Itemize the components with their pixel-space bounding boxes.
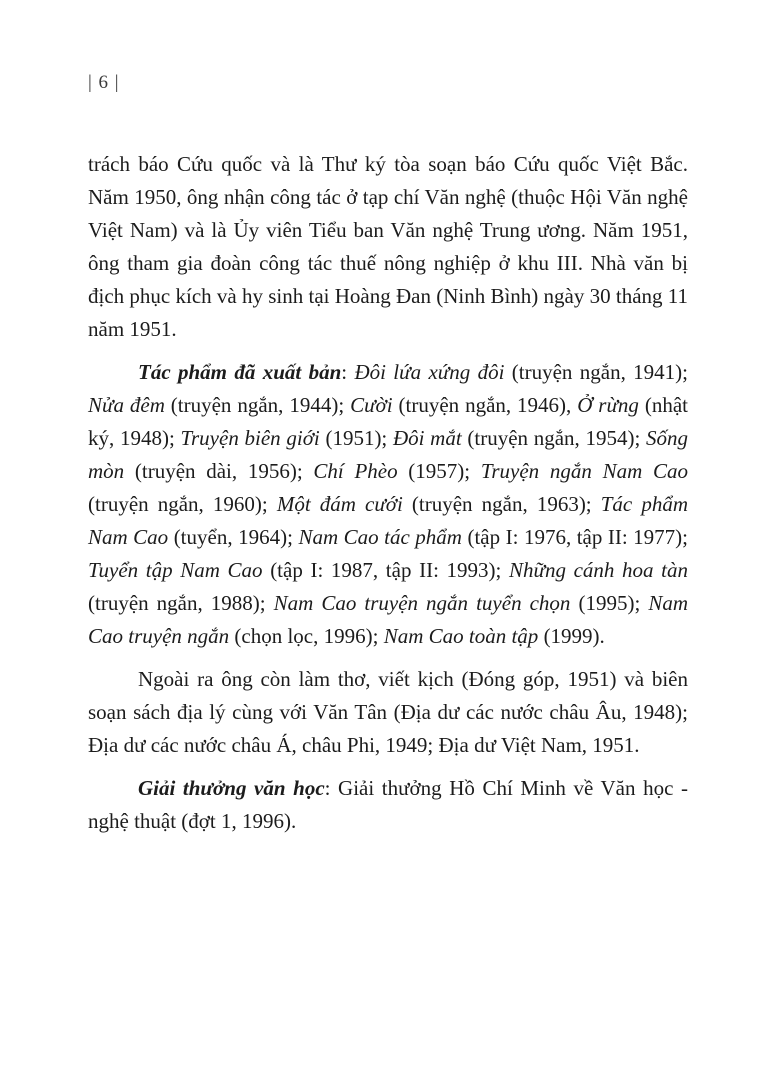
text-segment: (truyện ngắn, 1954); [461,426,647,450]
text-segment: Cười [350,393,393,417]
text-segment: (tập I: 1976, tập II: 1977); [461,525,689,549]
text-segment: Tuyển tập Nam Cao [88,558,263,582]
paragraph [88,356,688,653]
text-segment: Sống mòn [88,426,689,483]
text-segment: Truyện ngắn Nam Cao [480,459,688,483]
text-segment: (truyện ngắn, 1963); [402,492,601,516]
text-segment: (truyện ngắn, 1946), [392,393,578,417]
text-segment: (truyện ngắn, 1941); [504,360,688,384]
page-number: | 6 | [88,72,120,93]
text-segment: Đôi lứa xứng đôi [354,360,505,384]
text-segment: (1999). [538,624,605,648]
text-segment: Truyện biên giới [180,426,320,450]
text-segment: Một đám cưới [276,492,403,516]
text-segment: (truyện ngắn, 1988); [88,591,274,615]
text-segment: (tập I: 1987, tập II: 1993); [262,558,509,582]
text-segment: (1951); [319,426,393,450]
text-segment: (truyện ngắn, 1944); [164,393,351,417]
text-segment: (1957); [397,459,481,483]
page-content [88,148,688,838]
text-segment: : Giải thưởng Hồ Chí Minh về Văn học - nghệ thuật (đợt 1, 1996). [88,776,688,833]
text-segment: Nam Cao truyện ngắn tuyển chọn [273,591,571,615]
text-segment: Tác phẩm đã xuất bản [138,360,342,384]
text-segment: : [341,360,355,384]
text-segment: (1995); [570,591,649,615]
text-segment: Ở rừng [577,393,639,417]
paragraph [88,663,688,762]
text-segment: Tác phẩm Nam Cao [88,492,689,549]
text-segment: Nam Cao toàn tập [383,624,539,648]
text-segment: Nửa đêm [88,393,165,417]
text-segment: Nam Cao tác phẩm [298,525,462,549]
text-segment: (truyện dài, 1956); [124,459,314,483]
text-segment: Giải thưởng văn học [138,776,325,800]
text-segment: Nam Cao truyện ngắn [88,591,688,648]
text-segment: (truyện ngắn, 1960); [88,492,277,516]
text-segment: (nhật ký, 1948); [88,393,689,450]
text-segment: Đôi mắt [392,426,462,450]
text-segment: Những cánh hoa tàn [508,558,688,582]
paragraph [88,148,688,346]
text-segment: Chí Phèo [313,459,398,483]
paragraph [88,772,688,838]
text-segment: Ngoài ra ông còn làm thơ, viết kịch (Đóng góp, 1951) và biên soạn sách địa lý cùng với Văn Tân (Địa dư các nước châu Âu, 1948); Địa dư các nước châu Á, châu Phi, 1949; Địa dư Việt Nam, 1951. [88,667,688,757]
text-segment: (tuyển, 1964); [168,525,299,549]
text-segment: (chọn lọc, 1996); [229,624,384,648]
text-segment: trách báo Cứu quốc và là Thư ký tòa soạn báo Cứu quốc Việt Bắc. Năm 1950, ông nhận công tác ở tạp chí Văn nghệ (thuộc Hội Văn nghệ Việt Nam) và là Ủy viên Tiểu ban Văn nghệ Trung ương. Năm 1951, ông tham gia đoàn công tác thuế nông nghiệp ở khu III. Nhà văn bị địch phục kích và hy sinh tại Hoàng Đan (Ninh Bình) ngày 30 tháng 11 năm 1951. [88,152,688,341]
